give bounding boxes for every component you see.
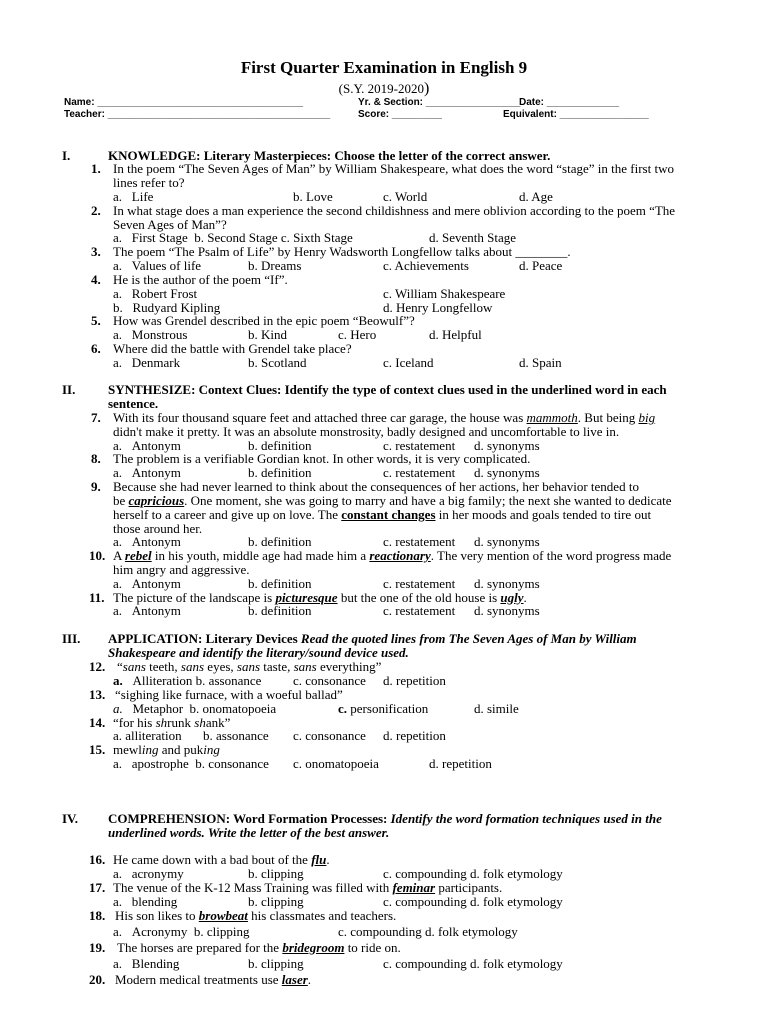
underlined-word: reactionary [369,548,431,563]
choice-a[interactable]: a. Antonym [113,576,181,591]
question-number: 14. [89,715,106,730]
choice-d[interactable]: d. Peace [519,258,563,273]
choice-c[interactable]: c. personification [338,701,429,716]
section-heading: COMPREHENSION: Word Formation Processes: Identify the word formation techniques used in the [108,811,662,826]
question-text: His son likes to browbeat his classmates and teachers. [115,908,397,923]
question-number: 5. [91,313,101,328]
question-text: The problem is a verifiable Gordian knot. In other words, it is very complicated. [113,451,531,466]
underlined-word: picturesque [275,590,338,605]
choice-b[interactable]: b. definition [248,438,312,453]
choice-d[interactable]: d. synonyms [474,534,540,549]
choice-d[interactable]: d. synonyms [474,576,540,591]
question-text: Because she had never learned to think about the consequences of her actions, her behavior tended to [113,479,639,494]
choice-a[interactable]: a. Antonym [113,603,181,618]
question-text: him angry and aggressive. [113,562,250,577]
question-number: 8. [91,451,101,466]
underlined-word: flu [311,852,327,867]
choice-a[interactable]: a. alliteration [113,728,182,743]
score-field[interactable]: Score: _________ [358,109,442,120]
underlined-word: big [638,410,656,425]
section-numeral: III. [62,631,81,646]
question-text: Seven Ages of Man”? [113,217,227,232]
question-number: 16. [89,852,106,867]
name-field[interactable]: Name: _____________________________________ [64,97,304,108]
question-text: With its four thousand square feet and attached three car garage, the house was mammoth. But being big [113,410,656,425]
question-text: herself to a career and give up on love. The constant changes in her moods and goals tended to tire out [113,507,652,522]
underlined-word: bridegroom [282,940,345,955]
choice-b[interactable]: b. definition [248,576,312,591]
question-number: 15. [89,742,106,757]
choice-d[interactable]: d. simile [474,701,519,716]
section-heading: KNOWLEDGE: Literary Masterpieces: Choose the letter of the correct answer. [108,148,551,163]
question-text: “for his shrunk shank” [113,715,231,730]
choice-b[interactable]: b. definition [248,465,312,480]
question-text: be capricious. One moment, she was going to marry and have a big family; the next she wanted to dedicate [113,493,672,508]
school-year: (S.Y. 2019-2020) [338,80,430,97]
choices-ab[interactable]: a. Alliteration b. assonance [113,673,262,688]
choice-c[interactable]: c. Iceland [383,355,434,370]
choice-b[interactable]: b. clipping [248,866,304,881]
choice-d[interactable]: d. Age [519,189,553,204]
section-field[interactable]: Yr. & Section: _________________ [358,97,521,108]
date-field[interactable]: Date: _____________ [519,97,620,108]
choice-c[interactable]: c. restatement [383,534,456,549]
choice-c[interactable]: c. restatement [383,576,456,591]
underlined-word: browbeat [198,908,248,923]
question-text: “sighing like furnace, with a woeful ballad” [115,687,343,702]
choice-c[interactable]: c. onomatopoeia [293,756,379,771]
choice-b[interactable]: b. Love [293,189,333,204]
choice-c[interactable]: c. Achievements [383,258,469,273]
question-text: lines refer to? [113,175,185,190]
section-heading: APPLICATION: Literary Devices Read the quoted lines from The Seven Ages of Man by William [108,631,637,646]
choice-c[interactable]: c. Hero [338,327,377,342]
underlined-word: rebel [124,548,152,563]
question-number: 18. [89,908,106,923]
question-number: 1. [91,161,101,176]
choice-d[interactable]: d. Seventh Stage [429,230,517,245]
question-text: The picture of the landscape is picturesque but the one of the old house is ugly. [113,590,527,605]
question-number: 3. [91,244,101,259]
question-text: mewling and puking [113,742,220,757]
choices-cd[interactable]: c. compounding d. folk etymology [383,866,563,881]
choice-d[interactable]: d. Henry Longfellow [383,300,493,315]
question-text: didn't make it pretty. It was an absolute monstrosity, badly designed and uncomfortable to live in. [113,424,620,439]
section-numeral: I. [62,148,71,163]
choice-c[interactable]: c. William Shakespeare [383,286,506,301]
question-text: Modern medical treatments use laser. [115,972,312,987]
underlined-word: capricious [128,493,185,508]
choice-b[interactable]: b. Scotland [248,355,307,370]
question-text: Where did the battle with Grendel take place? [113,341,352,356]
choice-d[interactable]: d. repetition [383,673,446,688]
choice-a[interactable]: a. Values of life [113,258,202,273]
question-number: 9. [91,479,101,494]
choice-a[interactable]: a. Monstrous [113,327,188,342]
choice-b[interactable]: b. clipping [248,956,304,971]
choices-ab[interactable]: a. Metaphor b. onomatopoeia [113,701,277,716]
choices-abc[interactable]: a. First Stage b. Second Stage c. Sixth Stage [113,230,353,245]
question-number: 10. [89,548,106,563]
underlined-word: feminar [392,880,436,895]
exam-title: First Quarter Examination in English 9 [240,58,528,77]
question-text: A rebel in his youth, middle age had made him a reactionary. The very mention of the word progress made [113,548,672,563]
choice-b[interactable]: b. definition [248,534,312,549]
choices-ab[interactable]: a. Acronymy b. clipping [113,924,250,939]
choice-a[interactable]: a. Denmark [113,355,181,370]
question-number: 17. [89,880,106,895]
choices-cd[interactable]: c. compounding d. folk etymology [338,924,518,939]
choice-c[interactable]: c. restatement [383,438,456,453]
choice-b[interactable]: b. assonance [203,728,269,743]
choice-d[interactable]: d. Helpful [429,327,482,342]
question-text: those around her. [113,521,203,536]
choice-c[interactable]: c. restatement [383,603,456,618]
choice-b[interactable]: b. Kind [248,327,287,342]
question-number: 2. [91,203,101,218]
choice-a[interactable]: a. Blending [113,956,180,971]
choice-b[interactable]: b. clipping [248,894,304,909]
question-number: 7. [91,410,101,425]
underlined-word: laser [281,972,308,987]
question-text: In the poem “The Seven Ages of Man” by William Shakespeare, what does the word “stage” in the first two [113,161,674,176]
choice-c[interactable]: c. consonance [293,728,366,743]
choice-a[interactable]: a. Antonym [113,438,181,453]
underlined-word: mammoth [526,410,578,425]
choice-c[interactable]: c. consonance [293,673,366,688]
question-number: 12. [89,659,106,674]
choice-d[interactable]: d. repetition [429,756,492,771]
question-number: 19. [89,940,106,955]
choice-a[interactable]: a. Antonym [113,465,181,480]
question-text: The venue of the K-12 Mass Training was filled with feminar participants. [113,880,503,895]
choice-d[interactable]: d. synonyms [474,465,540,480]
choice-b[interactable]: b. Rudyard Kipling [113,300,221,315]
choice-a[interactable]: a. blending [113,894,178,909]
question-text: The poem “The Psalm of Life” by Henry Wadsworth Longfellow talks about ________. [113,244,571,259]
choice-b[interactable]: b. Dreams [248,258,302,273]
section-heading: SYNTHESIZE: Context Clues: Identify the type of context clues used in the underlined word in each [108,382,667,397]
choice-c[interactable]: c. World [383,189,428,204]
teacher-field[interactable]: Teacher: ________________________________________ [64,109,331,120]
choices-ab[interactable]: a. apostrophe b. consonance [113,756,269,771]
choice-d[interactable]: d. repetition [383,728,446,743]
question-text: “sans teeth, sans eyes, sans taste, sans everything” [117,659,382,674]
choice-a[interactable]: a. Antonym [113,534,181,549]
question-number: 4. [91,272,101,287]
equivalent-field[interactable]: Equivalent: ________________ [503,109,649,120]
choice-a[interactable]: a. acronymy [113,866,184,881]
choices-cd[interactable]: c. compounding d. folk etymology [383,894,563,909]
question-text: The horses are prepared for the bridegroom to ride on. [117,940,401,955]
section-numeral: IV. [62,811,79,826]
section-heading: Shakespeare and identify the literary/sound device used. [108,645,409,660]
question-number: 6. [91,341,101,356]
section-heading: underlined words. Write the letter of the best answer. [108,825,390,840]
underlined-word: constant changes [341,507,436,522]
question-number: 20. [89,972,106,987]
section-heading: sentence. [108,396,159,411]
section-numeral: II. [62,382,76,397]
question-number: 13. [89,687,106,702]
choices-cd[interactable]: c. compounding d. folk etymology [383,956,563,971]
choice-d[interactable]: d. synonyms [474,438,540,453]
question-text: He is the author of the poem “If”. [113,272,288,287]
question-number: 11. [89,590,105,605]
underlined-word: ugly [500,590,524,605]
choice-b[interactable]: b. definition [248,603,312,618]
question-text: How was Grendel described in the epic poem “Beowulf”? [113,313,415,328]
choice-c[interactable]: c. restatement [383,465,456,480]
choice-a[interactable]: a. Robert Frost [113,286,198,301]
question-text: He came down with a bad bout of the flu. [113,852,330,867]
question-text: In what stage does a man experience the second childishness and mere oblivion according to the poem “The [113,203,676,218]
choice-d[interactable]: d. synonyms [474,603,540,618]
choice-d[interactable]: d. Spain [519,355,562,370]
choice-a[interactable]: a. Life [113,189,154,204]
